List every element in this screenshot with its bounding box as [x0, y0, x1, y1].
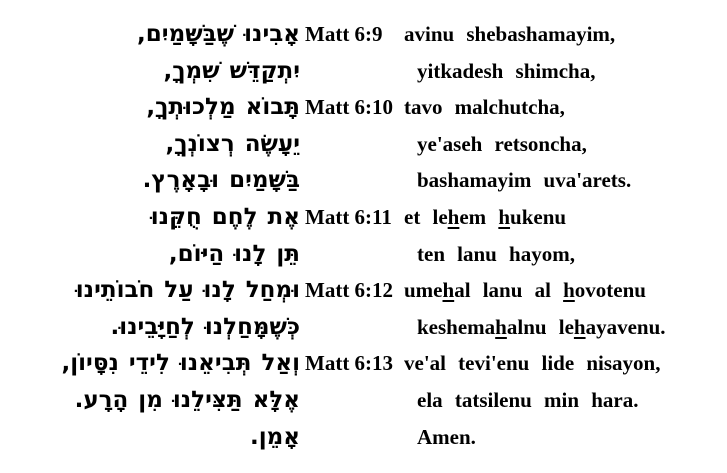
hebrew-text: יִתְקַדֵּשׁ שִׁמְךָ,	[163, 57, 300, 84]
prayer-line	[0, 131, 727, 168]
transliteration-text: ela tatsilenu min hara.	[417, 387, 639, 412]
transliteration-text: avinu shebashamayim,	[404, 22, 616, 46]
hebrew-text: תֵּן לָנוּ הַיּוֹם,	[168, 240, 300, 267]
verse-reference: Matt 6:10	[305, 95, 394, 120]
hebrew-text: וּמְחַל לָנוּ עַל חֹבוֹתֵינוּ	[75, 277, 300, 304]
transliteration-text: bashamayim uva'arets.	[417, 168, 632, 193]
hebrew-text: תָּבוֹא מַלְכוּתְךָ,	[146, 94, 300, 121]
prayer-line	[0, 241, 727, 278]
verse-reference: Matt 6:11	[305, 204, 392, 229]
hebrew-text: בַּשָּׁמַיִם וּבָאָרֶץ.	[142, 167, 300, 194]
hebrew-text: יֵעָשֶׂה רְצוֹנְךָ,	[165, 130, 300, 157]
prayer-line	[0, 94, 727, 131]
transliteration-text: et lehem hukenu	[404, 204, 567, 229]
transliteration-text: Amen.	[417, 424, 476, 449]
transliteration-text: keshemahalnu lehayavenu.	[417, 314, 666, 339]
hebrew-text: וְאַל תְּבִיאֵנוּ לִידֵי נִסָּיוֹן,	[61, 350, 300, 377]
hebrew-text: אָבִינוּ שֶׁבַּשָּׁמַיִם,	[137, 21, 300, 47]
transliteration-text: ten lanu hayom,	[417, 241, 575, 266]
transliteration-text: yitkadesh shimcha,	[417, 58, 596, 83]
verse-reference: Matt 6:12	[305, 278, 394, 303]
verse-reference: Matt 6:13	[305, 351, 394, 376]
hebrew-text: כְּשֶׁמָּחַלְנוּ לְחַיָּבֵינוּ.	[110, 313, 300, 340]
hebrew-text: אֶלָּא תַּצִּילֵנוּ מִן הָרָע.	[74, 386, 300, 413]
prayer-line	[0, 350, 727, 387]
verse-reference: Matt 6:9	[305, 22, 383, 46]
prayer-line	[0, 167, 727, 204]
transliteration-text: ve'al tevi'enu lide nisayon,	[404, 351, 661, 376]
prayer-line	[0, 424, 727, 461]
prayer-line	[0, 277, 727, 314]
prayer-line	[0, 58, 727, 95]
transliteration-text: umehal lanu al hovotenu	[404, 278, 646, 303]
prayer-line	[0, 204, 727, 241]
prayer-line	[0, 21, 727, 58]
hebrew-text: אֶת לֶחֶם חֻקֵּנוּ	[150, 203, 300, 230]
hebrew-text: אָמֵן.	[249, 423, 300, 450]
prayer-line	[0, 314, 727, 351]
transliteration-text: tavo malchutcha,	[404, 95, 565, 120]
transliteration-text: ye'aseh retsoncha,	[417, 131, 587, 156]
prayer-line	[0, 387, 727, 424]
